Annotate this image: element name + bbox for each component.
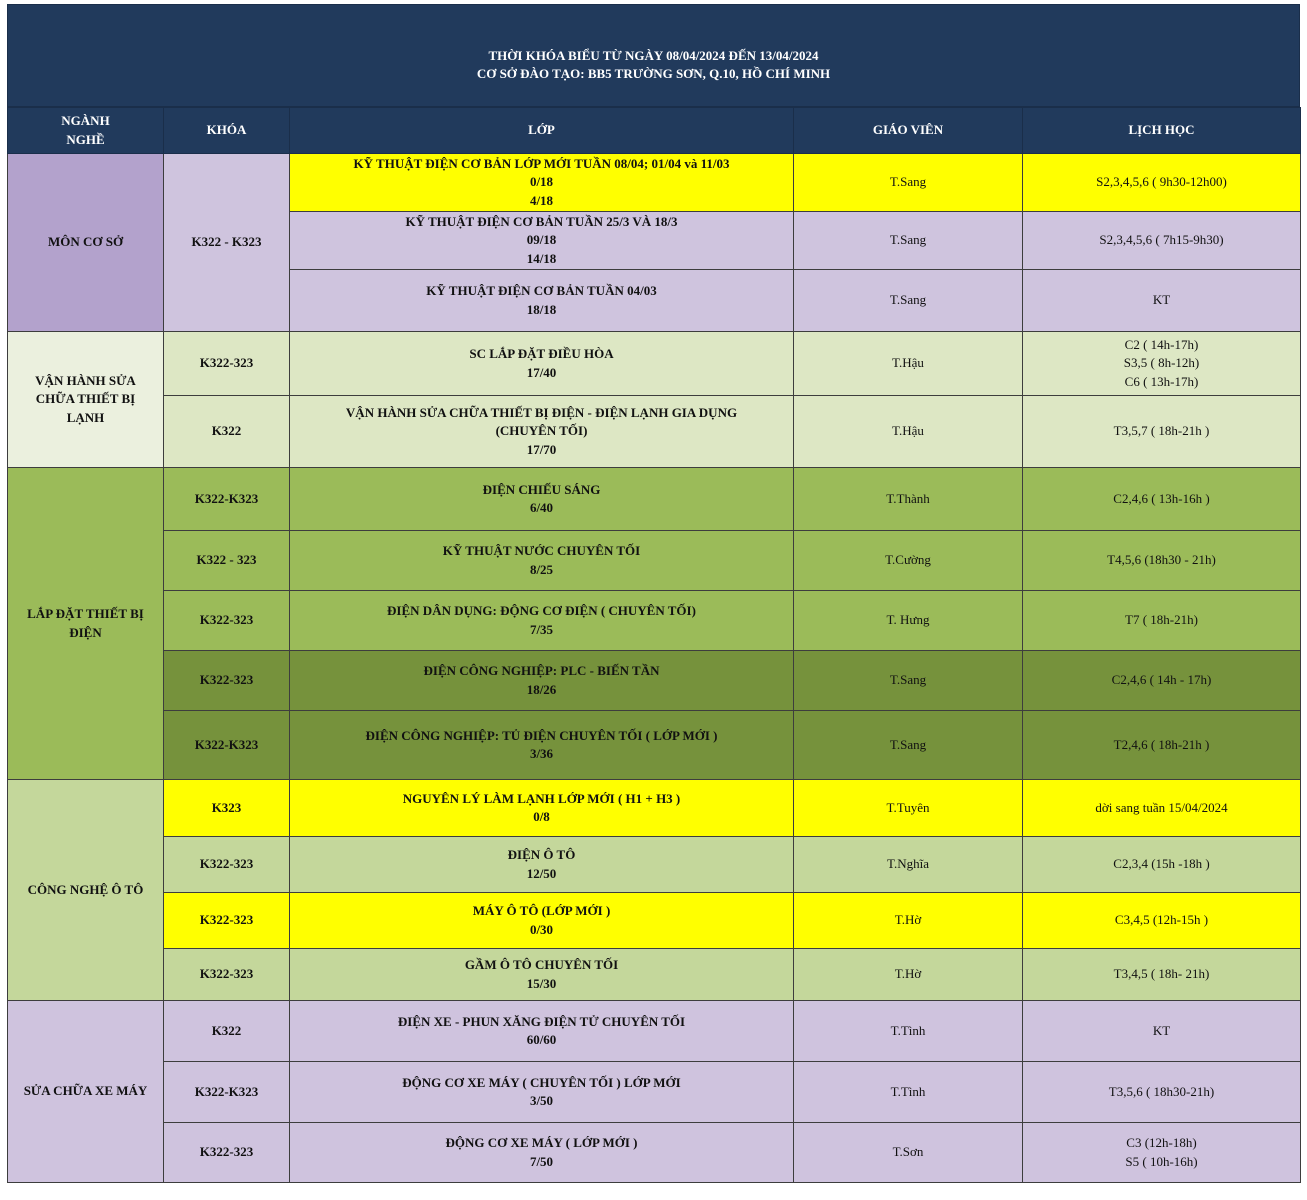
lich-hoc-cell: S2,3,4,5,6 ( 7h15-9h30) <box>1023 212 1301 270</box>
header-khoa: KHÓA <box>164 108 290 154</box>
lop-cell: ĐIỆN CÔNG NGHIỆP: PLC - BIẾN TẦN 18/26 <box>290 651 794 711</box>
giao-vien-cell: T.Cường <box>794 531 1023 591</box>
khoa-cell: K322-323 <box>164 332 290 396</box>
giao-vien-cell: T.Hờ <box>794 893 1023 949</box>
lich-hoc-cell: KT <box>1023 1001 1301 1062</box>
khoa-cell: K322-323 <box>164 837 290 893</box>
table-row <box>8 893 1301 949</box>
giao-vien-cell: T.Sang <box>794 212 1023 270</box>
khoa-cell: K322-323 <box>164 651 290 711</box>
lop-cell: ĐIỆN XE - PHUN XĂNG ĐIỆN TỬ CHUYÊN TỐI 60/60 <box>290 1001 794 1062</box>
lop-cell: KỸ THUẬT ĐIỆN CƠ BẢN TUẦN 25/3 VÀ 18/3 09/18 14/18 <box>290 212 794 270</box>
khoa-cell: K322-K323 <box>164 1062 290 1123</box>
lich-hoc-cell: C3,4,5 (12h-15h ) <box>1023 893 1301 949</box>
table-row <box>8 1123 1301 1183</box>
lop-cell: ĐỘNG CƠ XE MÁY ( CHUYÊN TỐI ) LỚP MỚI 3/50 <box>290 1062 794 1123</box>
lich-hoc-cell: dời sang tuần 15/04/2024 <box>1023 780 1301 837</box>
giao-vien-cell: T.Tuyên <box>794 780 1023 837</box>
khoa-cell: K322 <box>164 396 290 468</box>
lop-cell: SC LẮP ĐẶT ĐIỀU HÒA 17/40 <box>290 332 794 396</box>
khoa-cell: K322-K323 <box>164 468 290 531</box>
khoa-cell: K322-K323 <box>164 711 290 780</box>
khoa-cell: K322-323 <box>164 949 290 1001</box>
lich-hoc-cell: T3,5,7 ( 18h-21h ) <box>1023 396 1301 468</box>
table-row <box>8 396 1301 468</box>
lich-hoc-cell: C3 (12h-18h) S5 ( 10h-16h) <box>1023 1123 1301 1183</box>
giao-vien-cell: T.Tình <box>794 1062 1023 1123</box>
timetable-title: THỜI KHÓA BIỂU TỪ NGÀY 08/04/2024 ĐẾN 13/04/2024 <box>488 47 819 63</box>
lop-cell: ĐIỆN Ô TÔ 12/50 <box>290 837 794 893</box>
lich-hoc-cell: C2,4,6 ( 14h - 17h) <box>1023 651 1301 711</box>
lich-hoc-cell: T3,5,6 ( 18h30-21h) <box>1023 1062 1301 1123</box>
lich-hoc-cell: C2,3,4 (15h -18h ) <box>1023 837 1301 893</box>
header-lop: LỚP <box>290 108 794 154</box>
table-row <box>8 332 1301 396</box>
table-row <box>8 651 1301 711</box>
group-van-hanh: VẬN HÀNH SỬA CHỮA THIẾT BỊ LẠNH <box>8 332 164 468</box>
timetable-sheet <box>7 4 1300 1183</box>
table-row <box>8 1062 1301 1123</box>
group-lap-dat: LẮP ĐẶT THIẾT BỊ ĐIỆN <box>8 468 164 780</box>
table-row <box>8 780 1301 837</box>
header-lich-hoc: LỊCH HỌC <box>1023 108 1301 154</box>
schedule-table <box>7 107 1301 1183</box>
header-giao-vien: GIÁO VIÊN <box>794 108 1023 154</box>
table-row <box>8 468 1301 531</box>
lop-cell: MÁY Ô TÔ (LỚP MỚI ) 0/30 <box>290 893 794 949</box>
header-row <box>8 108 1301 154</box>
lich-hoc-cell: T2,4,6 ( 18h-21h ) <box>1023 711 1301 780</box>
lich-hoc-cell: T4,5,6 (18h30 - 21h) <box>1023 531 1301 591</box>
table-row <box>8 531 1301 591</box>
khoa-cell: K322-323 <box>164 1123 290 1183</box>
lop-cell: KỸ THUẬT ĐIỆN CƠ BẢN LỚP MỚI TUẦN 08/04; 01/04 và 11/03 0/18 4/18 <box>290 154 794 212</box>
table-row <box>8 837 1301 893</box>
lop-cell: KỸ THUẬT NƯỚC CHUYÊN TỐI 8/25 <box>290 531 794 591</box>
timetable-subtitle: CƠ SỞ ĐÀO TẠO: BB5 TRƯỜNG SƠN, Q.10, HỒ CHÍ MINH <box>476 65 831 81</box>
group-cong-nghe-oto: CÔNG NGHỆ Ô TÔ <box>8 780 164 1001</box>
khoa-cell: K322 <box>164 1001 290 1062</box>
lich-hoc-cell: KT <box>1023 270 1301 332</box>
giao-vien-cell: T.Thành <box>794 468 1023 531</box>
table-row <box>8 591 1301 651</box>
khoa-cell: K322-323 <box>164 591 290 651</box>
group-mon-co-so: MÔN CƠ SỞ <box>8 154 164 332</box>
lich-hoc-cell: S2,3,4,5,6 ( 9h30-12h00) <box>1023 154 1301 212</box>
lop-cell: GẦM Ô TÔ CHUYÊN TỐI 15/30 <box>290 949 794 1001</box>
giao-vien-cell: T.Hậu <box>794 332 1023 396</box>
khoa-cell: K322 - 323 <box>164 531 290 591</box>
lich-hoc-cell: T7 ( 18h-21h) <box>1023 591 1301 651</box>
timetable-banner <box>7 4 1300 107</box>
lop-cell: ĐIỆN DÂN DỤNG: ĐỘNG CƠ ĐIỆN ( CHUYÊN TỐI) 7/35 <box>290 591 794 651</box>
lich-hoc-cell: C2 ( 14h-17h) S3,5 ( 8h-12h) C6 ( 13h-17h) <box>1023 332 1301 396</box>
giao-vien-cell: T.Tình <box>794 1001 1023 1062</box>
giao-vien-cell: T.Hờ <box>794 949 1023 1001</box>
giao-vien-cell: T.Nghĩa <box>794 837 1023 893</box>
lop-cell: ĐIỆN CHIẾU SÁNG 6/40 <box>290 468 794 531</box>
giao-vien-cell: T.Sang <box>794 270 1023 332</box>
khoa-cell: K323 <box>164 780 290 837</box>
lop-cell: ĐỘNG CƠ XE MÁY ( LỚP MỚI ) 7/50 <box>290 1123 794 1183</box>
header-nganh-nghe: NGÀNH NGHỀ <box>8 108 164 154</box>
giao-vien-cell: T.Sang <box>794 154 1023 212</box>
giao-vien-cell: T. Hưng <box>794 591 1023 651</box>
table-row <box>8 949 1301 1001</box>
giao-vien-cell: T.Hậu <box>794 396 1023 468</box>
khoa-cell: K322 - K323 <box>164 154 290 332</box>
giao-vien-cell: T.Sang <box>794 711 1023 780</box>
lop-cell: VẬN HÀNH SỬA CHỮA THIẾT BỊ ĐIỆN - ĐIỆN LẠNH GIA DỤNG (CHUYÊN TỐI) 17/70 <box>290 396 794 468</box>
table-row <box>8 711 1301 780</box>
giao-vien-cell: T.Sơn <box>794 1123 1023 1183</box>
lop-cell: NGUYÊN LÝ LÀM LẠNH LỚP MỚI ( H1 + H3 ) 0/8 <box>290 780 794 837</box>
lich-hoc-cell: C2,4,6 ( 13h-16h ) <box>1023 468 1301 531</box>
group-xe-may: SỬA CHỮA XE MÁY <box>8 1001 164 1183</box>
lich-hoc-cell: T3,4,5 ( 18h- 21h) <box>1023 949 1301 1001</box>
khoa-cell: K322-323 <box>164 893 290 949</box>
lop-cell: ĐIỆN CÔNG NGHIỆP: TỦ ĐIỆN CHUYÊN TỐI ( LỚP MỚI ) 3/36 <box>290 711 794 780</box>
table-row <box>8 154 1301 212</box>
lop-cell: KỸ THUẬT ĐIỆN CƠ BẢN TUẦN 04/03 18/18 <box>290 270 794 332</box>
giao-vien-cell: T.Sang <box>794 651 1023 711</box>
table-row <box>8 1001 1301 1062</box>
